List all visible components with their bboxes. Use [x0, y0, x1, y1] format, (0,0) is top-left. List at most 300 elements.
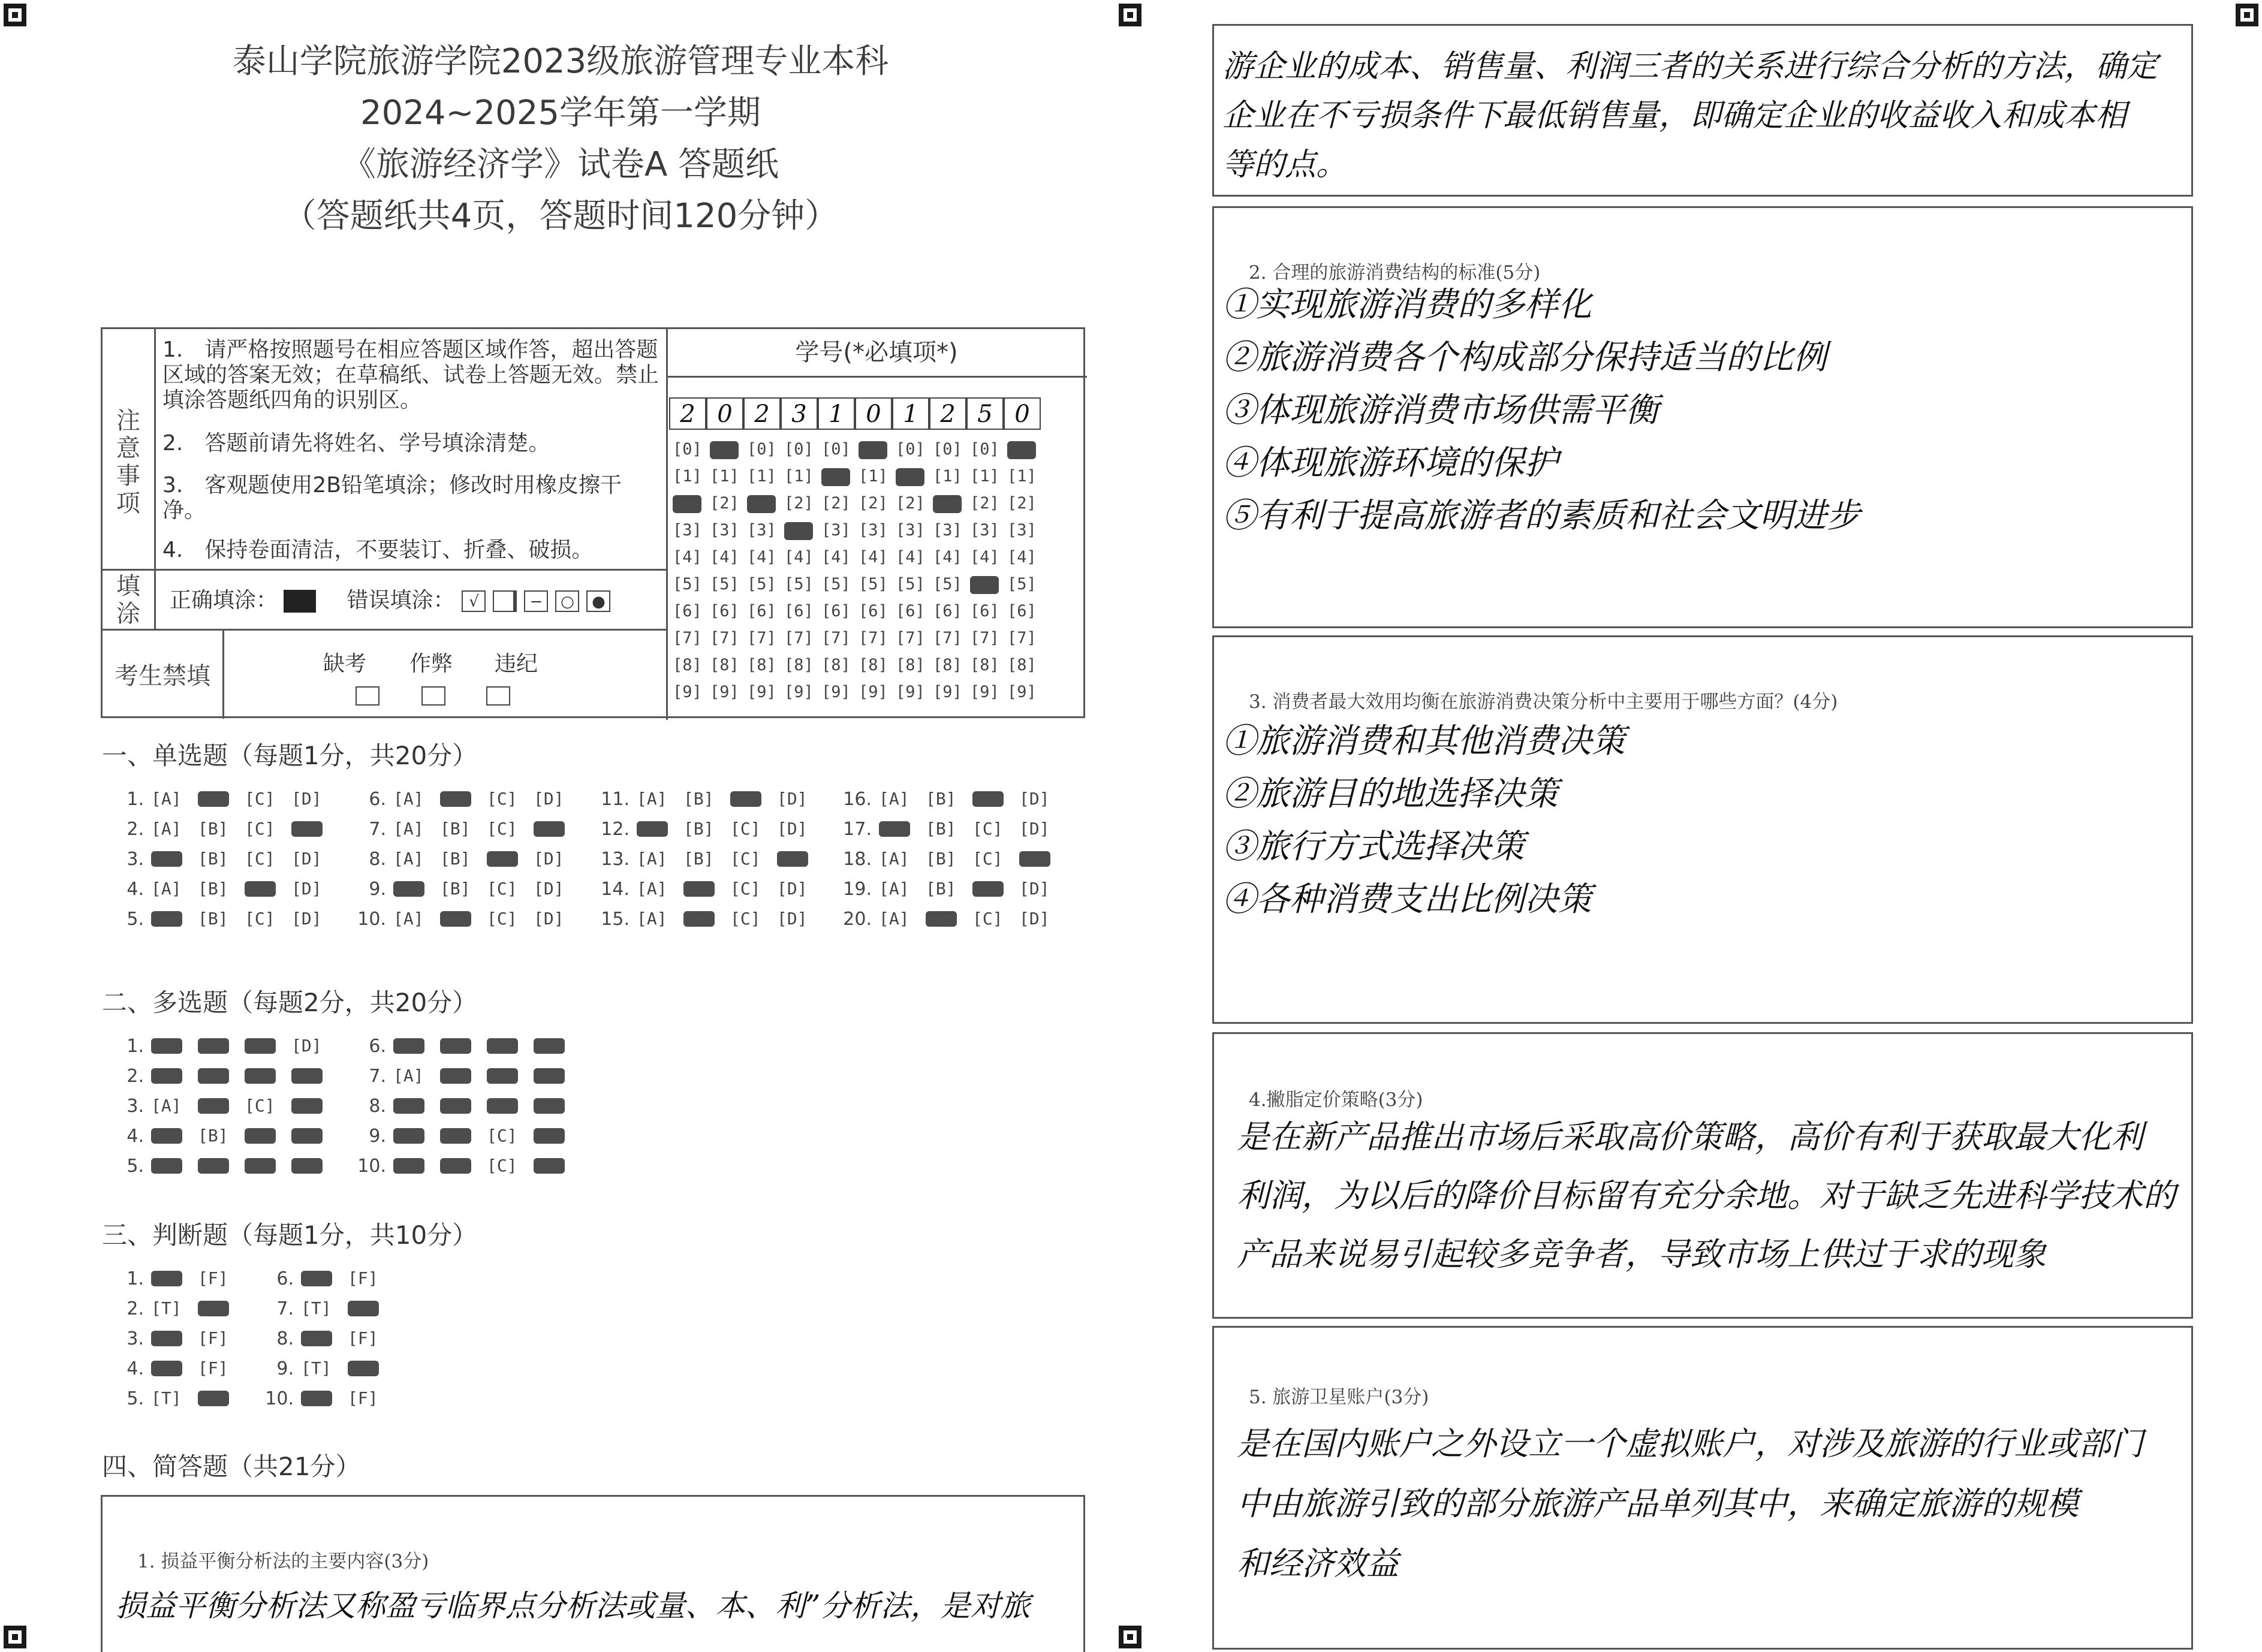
notice-item-1: 1. 请严格按照题号在相应答题区域作答，超出答题区域的答案无效；在草稿纸、试卷上答题无效。禁止填涂答题纸四角的识别区。	[162, 337, 659, 412]
student-id-bubble[interactable]: [5]	[896, 575, 925, 593]
multi-q-option[interactable]	[291, 1128, 323, 1144]
answer-box-q5[interactable]	[1212, 1326, 2193, 1650]
multi-q-option[interactable]	[487, 1038, 518, 1054]
student-id-bubble[interactable]: [1]	[710, 467, 739, 486]
single-q-option[interactable]	[534, 821, 565, 837]
notice-item-2: 2. 答题前请先将姓名、学号填涂清楚。	[162, 431, 550, 456]
single-q-option[interactable]: [D]	[777, 789, 808, 809]
student-id-bubble[interactable]: [5]	[859, 575, 888, 593]
single-q-option[interactable]: [A]	[637, 909, 667, 929]
tf-q-option[interactable]: [F]	[348, 1268, 378, 1288]
tf-q-option[interactable]: [T]	[151, 1298, 182, 1318]
multi-q-option[interactable]	[151, 1038, 182, 1054]
single-q-option[interactable]	[291, 821, 323, 837]
tf-q-option[interactable]	[301, 1331, 332, 1346]
student-id-bubble[interactable]: [2]	[896, 494, 925, 513]
single-q-option[interactable]: [A]	[879, 849, 909, 869]
student-id-bubble[interactable]: [3]	[673, 521, 702, 539]
multi-q-option[interactable]	[534, 1038, 565, 1054]
single-q-option[interactable]	[440, 911, 471, 927]
single-q-option[interactable]	[637, 821, 668, 837]
student-id-bubble[interactable]: [7]	[1007, 629, 1037, 647]
student-id-bubble[interactable]: [5]	[673, 575, 702, 593]
student-id-bubble[interactable]: [7]	[710, 629, 739, 647]
student-id-bubble[interactable]: [4]	[673, 548, 702, 566]
student-id-bubble[interactable]: [8]	[859, 656, 888, 674]
student-id-bubble[interactable]: [4]	[933, 548, 962, 566]
single-q-number: 6.	[369, 789, 386, 810]
wrong-mark-dash: −	[524, 590, 548, 612]
multi-q-option[interactable]	[198, 1098, 229, 1114]
student-id-bubble[interactable]: [8]	[747, 656, 776, 674]
single-q-option[interactable]: [A]	[637, 849, 667, 869]
multi-q-option[interactable]	[487, 1098, 518, 1114]
tf-q-option[interactable]: [F]	[348, 1328, 378, 1348]
tf-q-option[interactable]: [T]	[151, 1388, 182, 1408]
tf-q-option[interactable]	[151, 1271, 182, 1286]
student-id-bubble[interactable]: [4]	[859, 548, 888, 566]
fill-legend	[170, 588, 661, 613]
multi-q-option[interactable]	[151, 1158, 182, 1174]
student-id-bubble[interactable]: [9]	[821, 683, 851, 701]
multi-q-option[interactable]	[440, 1098, 471, 1114]
single-q-option[interactable]: [D]	[291, 789, 322, 809]
single-q-option[interactable]: [D]	[291, 909, 322, 929]
student-id-bubble[interactable]: [7]	[933, 629, 962, 647]
answer-box-q4[interactable]	[1212, 1032, 2193, 1319]
single-q-option[interactable]: [B]	[198, 819, 228, 839]
q3-answer-line-2: ②旅游目的地选择决策	[1222, 774, 1558, 813]
single-q-option[interactable]	[777, 851, 808, 867]
single-q-option[interactable]: [D]	[291, 879, 322, 899]
forbidden-violation-box[interactable]	[486, 686, 510, 706]
student-id-bubble[interactable]: [9]	[710, 683, 739, 701]
single-q-option[interactable]: [C]	[972, 819, 1003, 839]
q5-answer-line-2: 中由旅游引致的部分旅游产品单列其中，来确定旅游的规模	[1237, 1485, 2079, 1523]
multi-q-option[interactable]	[245, 1038, 276, 1054]
student-id-bubble[interactable]: [0]	[821, 440, 851, 459]
multi-q-number: 2.	[126, 1066, 144, 1087]
multi-q-option[interactable]	[534, 1098, 565, 1114]
student-id-bubble[interactable]: [9]	[1007, 683, 1037, 701]
tf-q-option[interactable]: [T]	[301, 1298, 332, 1318]
student-id-bubble[interactable]	[1007, 441, 1036, 459]
single-q-option[interactable]: [B]	[198, 879, 228, 899]
student-id-bubble[interactable]: [6]	[747, 602, 776, 620]
single-q-option[interactable]	[926, 911, 957, 927]
single-q-option[interactable]: [A]	[393, 849, 424, 869]
single-q-option[interactable]: [C]	[245, 909, 275, 929]
multi-q-option[interactable]	[534, 1068, 565, 1084]
tf-q-option[interactable]	[301, 1391, 332, 1406]
multi-q-option[interactable]	[440, 1068, 471, 1084]
student-id-bubble[interactable]: [6]	[933, 602, 962, 620]
multi-q-number: 10.	[357, 1156, 386, 1177]
multi-q-option[interactable]	[291, 1158, 323, 1174]
student-id-bubble[interactable]: [6]	[673, 602, 702, 620]
multi-q-option[interactable]	[440, 1038, 471, 1054]
tf-q-option[interactable]: [T]	[301, 1358, 332, 1378]
single-q-number: 17.	[843, 819, 872, 840]
student-id-bubble[interactable]: [0]	[784, 440, 814, 459]
student-id-bubble[interactable]: [0]	[747, 440, 776, 459]
multi-q-option[interactable]: [D]	[291, 1036, 322, 1056]
single-q-option[interactable]: [D]	[1019, 909, 1050, 929]
student-id-bubble[interactable]: [2]	[821, 494, 851, 513]
multi-q-option[interactable]: [B]	[198, 1126, 228, 1145]
student-id-bubble[interactable]	[821, 468, 850, 486]
student-id-bubble[interactable]: [5]	[1007, 575, 1037, 593]
single-q-option[interactable]: [C]	[487, 879, 517, 899]
single-q-option[interactable]	[683, 881, 715, 897]
single-q-option[interactable]: [B]	[440, 819, 471, 839]
single-q-option[interactable]	[245, 881, 276, 897]
student-id-bubble[interactable]: [2]	[710, 494, 739, 513]
student-id-bubble[interactable]: [3]	[970, 521, 999, 539]
multi-q-option[interactable]	[393, 1128, 424, 1144]
q3-answer-line-4: ④各种消费支出比例决策	[1222, 880, 1592, 919]
student-id-bubble[interactable]: [9]	[784, 683, 814, 701]
student-id-bubble[interactable]: [1]	[673, 467, 702, 486]
student-id-bubble[interactable]: [6]	[970, 602, 999, 620]
single-q-option[interactable]: [A]	[151, 879, 182, 899]
multi-q-option[interactable]: [C]	[487, 1156, 517, 1175]
student-id-bubble[interactable]: [2]	[970, 494, 999, 513]
student-id-bubble[interactable]: [1]	[970, 467, 999, 486]
student-id-bubble[interactable]: [6]	[896, 602, 925, 620]
student-id-bubble[interactable]: [9]	[747, 683, 776, 701]
student-id-bubble[interactable]: [4]	[970, 548, 999, 566]
single-q-option[interactable]: [D]	[1019, 819, 1050, 839]
corner-mark-bottom-left	[4, 1626, 26, 1648]
single-q-option[interactable]: [A]	[637, 789, 667, 809]
single-q-option[interactable]: [B]	[198, 849, 228, 869]
single-q-option[interactable]: [B]	[926, 789, 956, 809]
student-id-bubble[interactable]: [2]	[859, 494, 888, 513]
multi-choice-title: 二、多选题（每题2分，共20分）	[102, 988, 478, 1017]
single-q-option[interactable]: [A]	[879, 909, 909, 929]
single-q-option[interactable]: [B]	[440, 849, 471, 869]
student-id-bubble[interactable]: [8]	[673, 656, 702, 674]
student-id-bubble[interactable]: [3]	[896, 521, 925, 539]
tf-q-number: 4.	[126, 1358, 144, 1379]
student-id-bubble[interactable]: [7]	[896, 629, 925, 647]
student-id-bubble[interactable]: [6]	[821, 602, 851, 620]
student-id-bubble[interactable]	[970, 576, 999, 594]
student-id-bubble[interactable]	[747, 495, 776, 513]
student-id-bubble[interactable]: [3]	[747, 521, 776, 539]
q5-answer-line-1: 是在国内账户之外设立一个虚拟账户，对涉及旅游的行业或部门	[1237, 1425, 2143, 1463]
single-q-option[interactable]: [D]	[777, 909, 808, 929]
student-id-digit-10: 0	[1004, 397, 1041, 430]
multi-q-option[interactable]: [C]	[487, 1126, 517, 1145]
student-id-bubble[interactable]	[673, 495, 701, 513]
single-q-option[interactable]: [C]	[245, 789, 275, 809]
student-id-bubble[interactable]: [1]	[784, 467, 814, 486]
student-id-bubble[interactable]: [7]	[673, 629, 702, 647]
tf-q-option[interactable]	[301, 1271, 332, 1286]
student-id-bubble[interactable]: [8]	[970, 656, 999, 674]
q2-answer-line-3: ③体现旅游消费市场供需平衡	[1222, 391, 1659, 430]
wrong-mark-half	[493, 590, 517, 612]
student-id-bubble[interactable]: [7]	[859, 629, 888, 647]
student-id-bubble[interactable]: [8]	[710, 656, 739, 674]
single-q-option[interactable]: [A]	[393, 909, 424, 929]
student-id-bubble[interactable]: [1]	[747, 467, 776, 486]
wrong-mark-dot: ●	[586, 590, 610, 612]
student-id-bubble[interactable]: [7]	[747, 629, 776, 647]
student-id-bubble[interactable]: [7]	[784, 629, 814, 647]
multi-q-option[interactable]	[534, 1158, 565, 1174]
tf-q-number: 6.	[276, 1268, 294, 1289]
single-q-option[interactable]: [D]	[777, 879, 808, 899]
student-id-digit-7: 1	[892, 397, 929, 430]
multi-q-option[interactable]	[393, 1158, 424, 1174]
single-q-option[interactable]: [C]	[487, 819, 517, 839]
multi-q-option[interactable]: [C]	[245, 1096, 275, 1116]
tf-q-option[interactable]	[348, 1361, 379, 1376]
tf-q-number: 3.	[126, 1328, 144, 1349]
multi-q-option[interactable]: [A]	[151, 1096, 182, 1116]
student-id-bubble[interactable]: [5]	[710, 575, 739, 593]
single-q-option[interactable]: [A]	[879, 789, 909, 809]
single-q-option[interactable]	[151, 851, 182, 867]
single-q-option[interactable]	[1019, 851, 1050, 867]
student-id-bubble[interactable]: [1]	[859, 467, 888, 486]
multi-q-option[interactable]	[291, 1098, 323, 1114]
multi-q-option[interactable]	[151, 1068, 182, 1084]
multi-q-number: 5.	[126, 1156, 144, 1177]
single-q-option[interactable]: [B]	[926, 819, 956, 839]
wrong-mark-check: √	[462, 590, 486, 612]
student-id-bubble[interactable]: [9]	[859, 683, 888, 701]
single-q-option[interactable]: [B]	[926, 849, 956, 869]
forbidden-absent-label: 缺考	[323, 652, 367, 676]
multi-q-option[interactable]	[198, 1038, 229, 1054]
single-q-option[interactable]: [C]	[730, 849, 761, 869]
student-id-bubble[interactable]: [8]	[784, 656, 814, 674]
corner-mark-top-left	[4, 4, 26, 26]
single-q-option[interactable]: [C]	[730, 819, 761, 839]
single-q-option[interactable]: [A]	[393, 789, 424, 809]
student-id-bubble[interactable]	[710, 441, 739, 459]
tf-q-option[interactable]	[151, 1331, 182, 1346]
single-q-option[interactable]: [B]	[198, 909, 228, 929]
forbidden-cheat-label: 作弊	[409, 652, 453, 676]
student-id-bubble[interactable]	[933, 495, 962, 513]
single-q-option[interactable]: [C]	[730, 879, 761, 899]
single-q-option[interactable]: [B]	[926, 879, 956, 899]
multi-q-option[interactable]	[245, 1128, 276, 1144]
single-q-option[interactable]: [A]	[151, 789, 182, 809]
single-q-number: 18.	[843, 849, 872, 870]
short-answer-title: 四、简答题（共21分）	[102, 1452, 361, 1481]
single-q-option[interactable]	[440, 791, 471, 807]
tf-q-option[interactable]	[198, 1301, 229, 1316]
notice-side-label: 注意事项	[116, 407, 140, 517]
corner-mark-top-right	[2236, 4, 2258, 26]
tf-q-option[interactable]	[348, 1301, 379, 1316]
multi-q-option[interactable]	[245, 1158, 276, 1174]
single-q-option[interactable]: [C]	[972, 909, 1003, 929]
student-id-bubble[interactable]: [7]	[821, 629, 851, 647]
single-q-option[interactable]: [D]	[1019, 879, 1050, 899]
student-id-digit-6: 0	[855, 397, 892, 430]
single-q-number: 8.	[369, 849, 386, 870]
student-id-bubble[interactable]: [1]	[933, 467, 962, 486]
correct-fill-label: 正确填涂：	[170, 588, 278, 613]
single-q-option[interactable]	[487, 851, 518, 867]
single-q-option[interactable]: [B]	[683, 789, 714, 809]
fill-side-label: 填涂	[116, 572, 140, 628]
single-q-option[interactable]: [C]	[730, 909, 761, 929]
wrong-mark-circle: ○	[555, 590, 579, 612]
tf-q-number: 10.	[265, 1388, 294, 1409]
student-id-bubble[interactable]: [8]	[821, 656, 851, 674]
student-id-digit-1: 2	[669, 397, 706, 430]
single-q-option[interactable]: [A]	[151, 819, 182, 839]
student-id-bubble[interactable]: [9]	[933, 683, 962, 701]
single-q-option[interactable]: [D]	[777, 819, 808, 839]
single-q-option[interactable]: [D]	[1019, 789, 1050, 809]
student-id-bubble[interactable]: [4]	[1007, 548, 1037, 566]
single-q-option[interactable]: [B]	[683, 819, 714, 839]
forbidden-violation-label: 违纪	[495, 652, 538, 676]
student-id-bubble[interactable]: [9]	[970, 683, 999, 701]
single-q-number: 19.	[843, 879, 872, 900]
multi-q-option[interactable]	[393, 1038, 424, 1054]
single-q-option[interactable]: [C]	[245, 849, 275, 869]
student-id-bubble[interactable]: [3]	[1007, 521, 1037, 539]
student-id-bubble[interactable]: [6]	[859, 602, 888, 620]
student-id-bubble[interactable]: [3]	[710, 521, 739, 539]
single-q-option[interactable]: [C]	[487, 789, 517, 809]
multi-q-option[interactable]	[440, 1128, 471, 1144]
tf-q-option[interactable]: [F]	[198, 1358, 228, 1378]
student-id-bubble[interactable]: [0]	[673, 440, 702, 459]
multi-q-option[interactable]	[487, 1068, 518, 1084]
multi-q-option[interactable]	[291, 1068, 323, 1084]
answer-box-q2[interactable]	[1212, 206, 2193, 628]
single-q-option[interactable]	[683, 911, 715, 927]
header-line-4: （答题纸共4页，答题时间120分钟）	[282, 197, 839, 236]
single-q-option[interactable]: [B]	[440, 879, 471, 899]
student-id-digit-4: 3	[781, 397, 818, 430]
single-q-option[interactable]: [D]	[534, 879, 564, 899]
single-q-option[interactable]	[730, 791, 761, 807]
student-id-bubble[interactable]: [0]	[933, 440, 962, 459]
forbidden-cheat-box[interactable]	[421, 686, 445, 706]
student-id-bubble[interactable]: [8]	[933, 656, 962, 674]
single-q-option[interactable]: [A]	[637, 879, 667, 899]
single-q-option[interactable]	[972, 881, 1004, 897]
single-q-option[interactable]	[972, 791, 1004, 807]
student-id-digit-3: 2	[743, 397, 781, 430]
single-q-number: 12.	[601, 819, 629, 840]
multi-q-option[interactable]	[198, 1158, 229, 1174]
single-q-option[interactable]	[198, 791, 229, 807]
multi-q-option[interactable]	[198, 1068, 229, 1084]
answer-box-q1[interactable]	[101, 1495, 1085, 1652]
student-id-bubble[interactable]: [6]	[784, 602, 814, 620]
single-q-option[interactable]: [C]	[972, 849, 1003, 869]
student-id-bubble[interactable]: [4]	[896, 548, 925, 566]
multi-q-option[interactable]	[245, 1068, 276, 1084]
student-id-bubble[interactable]: [5]	[933, 575, 962, 593]
student-id-bubble[interactable]: [5]	[784, 575, 814, 593]
student-id-digit-2: 0	[706, 397, 743, 430]
student-id-bubble[interactable]: [4]	[747, 548, 776, 566]
student-id-bubble[interactable]: [0]	[896, 440, 925, 459]
single-q-option[interactable]: [D]	[534, 789, 564, 809]
multi-q-option[interactable]	[151, 1128, 182, 1144]
single-q-option[interactable]: [A]	[879, 879, 909, 899]
q3-title: 3. 消费者最大效用均衡在旅游消费决策分析中主要用于哪些方面？(4分)	[1249, 691, 1838, 713]
answer-box-q1-continued[interactable]	[1212, 24, 2193, 197]
tf-q-option[interactable]: [F]	[198, 1268, 228, 1288]
single-q-option[interactable]: [C]	[245, 819, 275, 839]
q2-title: 2. 合理的旅游消费结构的标准(5分)	[1249, 262, 1541, 284]
student-id-bubble[interactable]: [1]	[1007, 467, 1037, 486]
student-id-bubble[interactable]: [9]	[896, 683, 925, 701]
single-q-option[interactable]: [C]	[487, 909, 517, 929]
student-id-bubble[interactable]: [2]	[784, 494, 814, 513]
forbidden-absent-box[interactable]	[356, 686, 379, 706]
multi-q-option[interactable]: [A]	[393, 1066, 424, 1086]
student-id-bubble[interactable]: [4]	[784, 548, 814, 566]
single-q-number: 15.	[601, 909, 629, 930]
student-id-bubble[interactable]: [7]	[970, 629, 999, 647]
single-q-option[interactable]	[393, 881, 424, 897]
student-id-bubble[interactable]: [3]	[859, 521, 888, 539]
q1-title: 1. 损益平衡分析法的主要内容(3分)	[137, 1551, 429, 1572]
header-line-2: 2024~2025学年第一学期	[360, 94, 761, 132]
multi-q-option[interactable]	[534, 1128, 565, 1144]
student-id-bubble[interactable]: [2]	[1007, 494, 1037, 513]
student-id-bubble[interactable]: [8]	[896, 656, 925, 674]
single-q-option[interactable]: [D]	[534, 849, 564, 869]
student-id-bubble[interactable]: [3]	[933, 521, 962, 539]
student-id-bubble[interactable]: [0]	[970, 440, 999, 459]
student-id-bubble[interactable]: [8]	[1007, 656, 1037, 674]
single-q-option[interactable]	[879, 821, 910, 837]
student-id-bubble[interactable]: [5]	[747, 575, 776, 593]
student-id-bubble[interactable]: [9]	[673, 683, 702, 701]
single-q-option[interactable]	[151, 911, 182, 927]
single-q-option[interactable]: [D]	[291, 849, 322, 869]
single-q-option[interactable]: [D]	[534, 909, 564, 929]
student-id-digit-5: 1	[818, 397, 855, 430]
single-q-option[interactable]: [A]	[393, 819, 424, 839]
student-id-bubble[interactable]: [5]	[821, 575, 851, 593]
student-id-bubble[interactable]: [4]	[710, 548, 739, 566]
tf-q-option[interactable]	[198, 1391, 229, 1406]
single-q-option[interactable]: [B]	[683, 849, 714, 869]
answer-box-q3[interactable]	[1212, 635, 2193, 1024]
tf-q-option[interactable]: [F]	[198, 1328, 228, 1348]
tf-q-option[interactable]: [F]	[348, 1388, 378, 1408]
student-id-bubble[interactable]	[859, 441, 887, 459]
student-id-bubble[interactable]: [6]	[1007, 602, 1037, 620]
student-id-bubble[interactable]	[784, 522, 813, 540]
multi-q-option[interactable]	[393, 1098, 424, 1114]
multi-q-option[interactable]	[440, 1158, 471, 1174]
student-id-bubble[interactable]: [6]	[710, 602, 739, 620]
student-id-bubble[interactable]: [4]	[821, 548, 851, 566]
tf-q-option[interactable]	[151, 1361, 182, 1376]
student-id-bubble[interactable]: [3]	[821, 521, 851, 539]
student-id-bubble[interactable]	[896, 468, 924, 486]
